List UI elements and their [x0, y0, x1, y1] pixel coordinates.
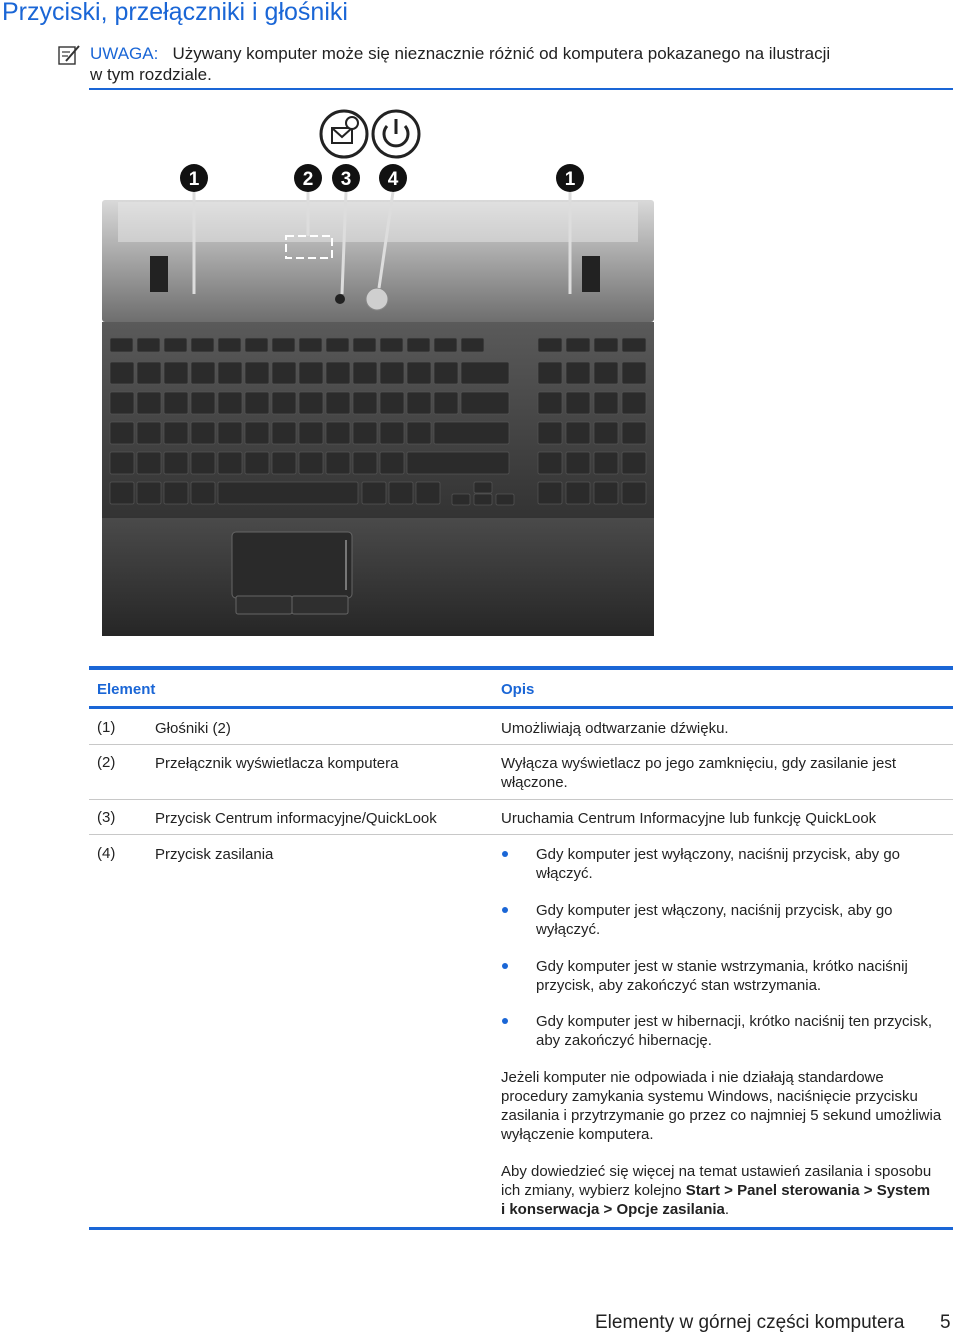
keyboard-key: [353, 362, 377, 384]
keyboard-key: [137, 422, 161, 444]
keyboard-key: [164, 392, 188, 414]
palm-rest: [102, 518, 654, 636]
keyboard-key: [110, 338, 133, 352]
header-element: Element: [97, 681, 156, 698]
keyboard-key: [218, 422, 242, 444]
keyboard-key: [110, 452, 134, 474]
svg-text:1: 1: [564, 169, 576, 190]
power-button: [366, 288, 388, 310]
keyboard-key: [353, 422, 377, 444]
touchpad: [232, 532, 352, 598]
keyboard-key: [362, 482, 386, 504]
power-para2-line-1: Aby dowiedzieć się więcej na temat ustawień zasilania i sposobu: [501, 1163, 932, 1180]
keyboard-key: [566, 362, 590, 384]
keyboard-key: [407, 338, 430, 352]
keyboard-key: [245, 422, 269, 444]
keyboard-key: [272, 338, 295, 352]
keyboard-key: [566, 482, 590, 504]
keyboard-key: [407, 452, 509, 474]
keyboard-key: [622, 452, 646, 474]
keyboard-key: [538, 422, 562, 444]
keyboard-key: [496, 494, 514, 505]
keyboard-key: [137, 482, 161, 504]
keyboard-key: [594, 338, 618, 352]
row-1-num: (1): [97, 719, 116, 736]
power-bullet-4-line-1: Gdy komputer jest w hibernacji, krótko naciśnij ten przycisk,: [536, 1013, 932, 1030]
keyboard-key: [299, 422, 323, 444]
keyboard-key: [191, 422, 215, 444]
keyboard-key: [353, 392, 377, 414]
keyboard-key: [622, 338, 646, 352]
power-bullet-2-line-2: wyłączyć.: [536, 921, 601, 938]
note-text: Używany komputer może się nieznacznie różnić od komputera pokazanego na ilustracji: [172, 44, 831, 63]
laptop-top-illustration: [96, 104, 666, 644]
row-2-num: (2): [97, 754, 116, 771]
power-bullet-3-line-1: Gdy komputer jest w stanie wstrzymania, krótko naciśnij: [536, 958, 908, 975]
keyboard-key: [137, 392, 161, 414]
keyboard-key: [191, 392, 215, 414]
power-para1-line-2: procedury zamykania systemu Windows, naciśnięcie przycisku: [501, 1088, 918, 1105]
power-para2-line-2: [501, 1181, 930, 1200]
keyboard-key: [622, 392, 646, 414]
keyboard-key: [326, 392, 350, 414]
keyboard-key: [407, 422, 431, 444]
keyboard-key: [461, 392, 509, 414]
power-para1-line-3: zasilania i przytrzymanie go przez co najmniej 5 sekund umożliwia: [501, 1107, 942, 1124]
power-bullet-3-line-2: przycisk, aby zakończyć stan wstrzymania.: [536, 977, 822, 994]
keyboard-key: [245, 392, 269, 414]
power-bullet-1-line-2: włączyć.: [536, 865, 593, 882]
header-rule: [89, 706, 953, 709]
keyboard-key: [434, 338, 457, 352]
keyboard-key: [622, 362, 646, 384]
quicklook-icon: [321, 111, 367, 157]
page-number: 5: [940, 1312, 951, 1333]
keyboard-key: [434, 362, 458, 384]
svg-text:1: 1: [188, 169, 200, 190]
keyboard-key: [326, 422, 350, 444]
keyboard-key: [594, 452, 618, 474]
keyboard-key: [191, 338, 214, 352]
bullet-4: [502, 1018, 508, 1024]
keyboard-key: [538, 338, 562, 352]
row-2-element: Przełącznik wyświetlacza komputera: [155, 755, 399, 772]
keyboard-key: [594, 482, 618, 504]
keyboard-key: [566, 422, 590, 444]
row-3-divider: [89, 834, 953, 835]
row-1-divider: [89, 744, 953, 745]
note-line-2: w tym rozdziale.: [90, 65, 212, 84]
keyboard-key: [218, 482, 358, 504]
keyboard-key: [389, 482, 413, 504]
keyboard-key: [164, 338, 187, 352]
keyboard-key: [218, 452, 242, 474]
row-3-desc: Uruchamia Centrum Informacyjne lub funkcję QuickLook: [501, 810, 877, 827]
keyboard-key: [218, 362, 242, 384]
keyboard-key: [299, 338, 322, 352]
note-label: UWAGA:: [90, 44, 159, 63]
keyboard-key: [137, 362, 161, 384]
keyboard-key: [380, 422, 404, 444]
power-para2-line-2-text: ich zmiany, wybierz kolejno: [501, 1182, 686, 1199]
keyboard-key: [380, 338, 403, 352]
keyboard-key: [538, 392, 562, 414]
keyboard-key: [137, 338, 160, 352]
keyboard-key: [416, 482, 440, 504]
callout-1-right: [556, 164, 584, 192]
keyboard-key: [191, 362, 215, 384]
row-3-element: Przycisk Centrum informacyjne/QuickLook: [155, 810, 437, 827]
keyboard-key: [594, 392, 618, 414]
table-top-rule: [89, 666, 953, 670]
keyboard-key: [461, 338, 484, 352]
keyboard-key: [326, 338, 349, 352]
keyboard-key: [353, 338, 376, 352]
keyboard-key: [594, 362, 618, 384]
keyboard-key: [538, 362, 562, 384]
power-para2-line-3: [501, 1200, 729, 1219]
table-bottom-rule: [89, 1227, 953, 1230]
row-4-element: Przycisk zasilania: [155, 846, 274, 863]
bullet-2: [502, 907, 508, 913]
keyboard-key: [164, 422, 188, 444]
keyboard-key: [407, 362, 431, 384]
keyboard-key: [272, 362, 296, 384]
keyboard-key: [380, 392, 404, 414]
keyboard-key: [299, 392, 323, 414]
keyboard-key: [380, 362, 404, 384]
quicklook-button: [335, 294, 345, 304]
keyboard-key: [299, 452, 323, 474]
keyboard-key: [452, 494, 470, 505]
keyboard-key: [622, 482, 646, 504]
keyboard-key: [218, 392, 242, 414]
keyboard-key: [566, 392, 590, 414]
row-1-element: Głośniki (2): [155, 720, 231, 737]
svg-text:2: 2: [302, 169, 314, 190]
keyboard-key: [299, 362, 323, 384]
row-2-desc-line-1: Wyłącza wyświetlacz po jego zamknięciu, gdy zasilanie jest: [501, 755, 897, 772]
keyboard-key: [474, 482, 492, 493]
keyboard-key: [353, 452, 377, 474]
footer-section-title: Elementy w górnej części komputera: [595, 1312, 905, 1333]
bullet-1: [502, 851, 508, 857]
note-line-1: [90, 44, 830, 64]
keyboard-key: [326, 452, 350, 474]
keyboard-key: [245, 452, 269, 474]
keyboard-key: [110, 362, 134, 384]
power-bullet-4-line-2: aby zakończyć hibernację.: [536, 1032, 712, 1049]
power-para2-menu-path-2: i konserwacja > Opcje zasilania: [501, 1201, 725, 1218]
keyboard-key: [164, 482, 188, 504]
callout-2: [294, 164, 322, 192]
keyboard-key: [110, 482, 134, 504]
power-para2-period: .: [724, 1201, 730, 1218]
keyboard-key: [164, 452, 188, 474]
keyboard-key: [538, 482, 562, 504]
keyboard-key: [245, 338, 268, 352]
callout-1-left: [180, 164, 208, 192]
callout-4: [379, 164, 407, 192]
header-opis: Opis: [501, 681, 535, 698]
power-para1-line-4: wyłączenie komputera.: [501, 1126, 654, 1143]
keyboard-key: [326, 362, 350, 384]
touchpad-right-button: [292, 596, 348, 614]
keyboard-key: [566, 452, 590, 474]
keyboard-key: [164, 362, 188, 384]
row-1-desc: Umożliwiają odtwarzanie dźwięku.: [501, 720, 729, 737]
keyboard-key: [461, 362, 509, 384]
keyboard-key: [407, 392, 431, 414]
row-2-divider: [89, 799, 953, 800]
keyboard-key: [272, 452, 296, 474]
svg-text:3: 3: [340, 169, 352, 190]
row-4-num: (4): [97, 845, 116, 862]
keyboard-key: [218, 338, 241, 352]
row-2-desc-line-2: włączone.: [501, 774, 568, 791]
row-3-num: (3): [97, 809, 116, 826]
power-para2-menu-path-1: Start > Panel sterowania > System: [685, 1182, 931, 1199]
power-para1-line-1: Jeżeli komputer nie odpowiada i nie działają standardowe: [501, 1069, 884, 1086]
keyboard-key: [474, 494, 492, 505]
keyboard-key: [434, 392, 458, 414]
svg-text:4: 4: [387, 169, 399, 190]
bullet-3: [502, 963, 508, 969]
keyboard-key: [434, 422, 509, 444]
keyboard-key: [245, 362, 269, 384]
keyboard-key: [191, 452, 215, 474]
keyboard-key: [137, 452, 161, 474]
power-bullet-1-line-1: Gdy komputer jest wyłączony, naciśnij przycisk, aby go: [536, 846, 901, 863]
keyboard-key: [272, 392, 296, 414]
keyboard-key: [110, 392, 134, 414]
keyboard-key: [538, 452, 562, 474]
keyboard-key: [110, 422, 134, 444]
keyboard-key: [272, 422, 296, 444]
keyboard-key: [380, 452, 404, 474]
page-title: Przyciski, przełączniki i głośniki: [2, 0, 348, 26]
keyboard-key: [622, 422, 646, 444]
keyboard-key: [191, 482, 215, 504]
keyboard-key: [594, 422, 618, 444]
note-pencil-icon: [58, 44, 80, 66]
touchpad-left-button: [236, 596, 292, 614]
power-bullet-2-line-1: Gdy komputer jest włączony, naciśnij przycisk, aby go: [536, 902, 893, 919]
power-icon: [373, 111, 419, 157]
keyboard-key: [566, 338, 590, 352]
note-divider: [89, 88, 953, 90]
callout-3: [332, 164, 360, 192]
